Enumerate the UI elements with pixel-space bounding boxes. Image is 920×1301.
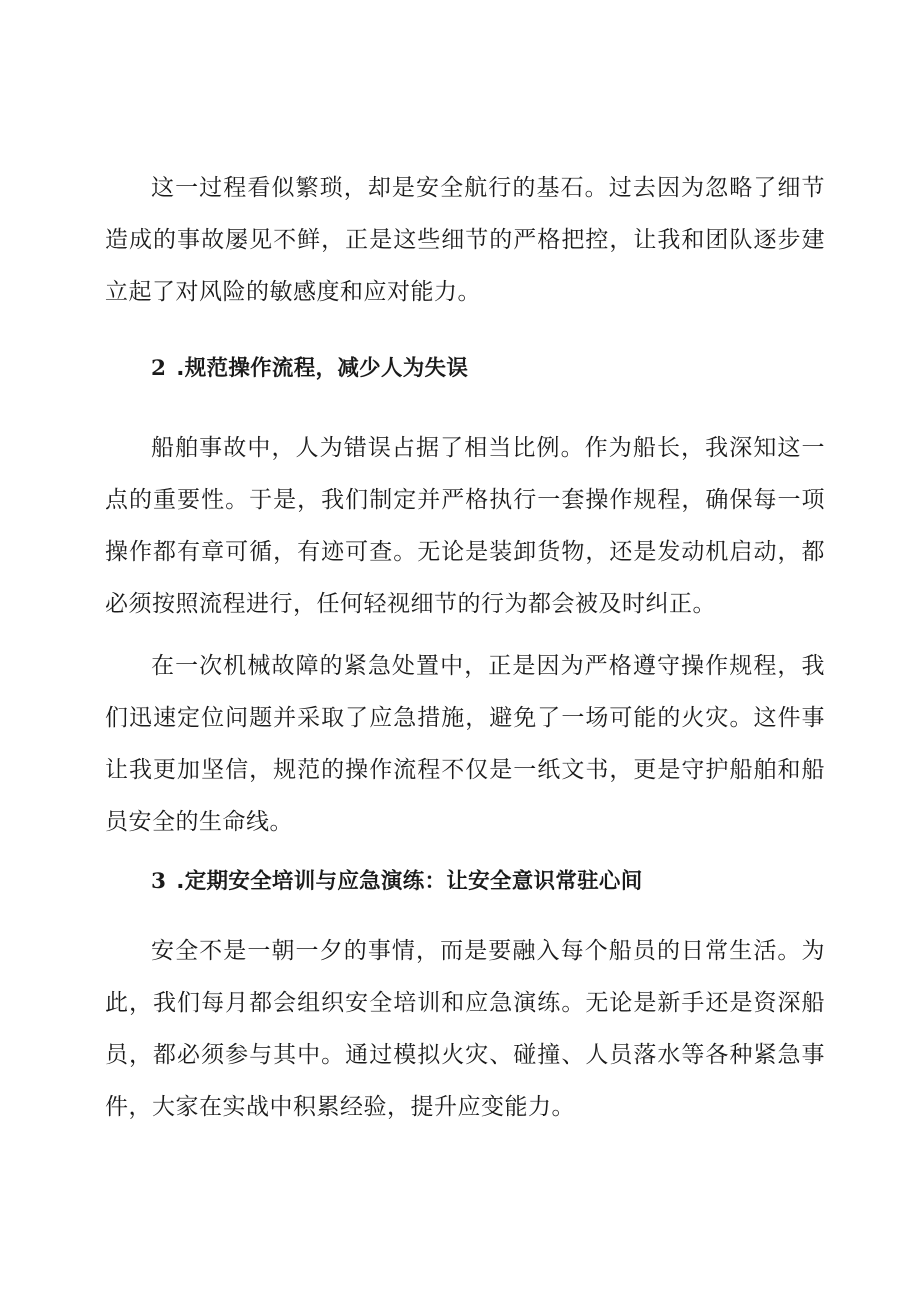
- paragraph-text: 这一过程看似繁琐，却是安全航行的基石。过去因为忽略了细节造成的事故屡见不鲜，正是这些细节的严格把控，让我和团队逐步建立起了对风险的敏感度和应对能力。: [105, 175, 825, 305]
- paragraph-human-error: [105, 422, 825, 630]
- paragraph-mechanical-failure: [105, 640, 825, 848]
- section-number: 3: [151, 869, 167, 894]
- section-title: .规范操作流程，减少人为失误: [176, 356, 469, 381]
- paragraph-safety-foundation: [105, 162, 825, 318]
- section-title: .定期安全培训与应急演练：让安全意识常驻心间: [176, 869, 643, 894]
- paragraph-text: 船舶事故中，人为错误占据了相当比例。作为船长，我深知这一点的重要性。于是，我们制定并严格执行一套操作规程，确保每一项操作都有章可循，有迹可查。无论是装卸货物，还是发动机启动，都必须按照流程进行，任何轻视细节的行为都会被及时纠正。: [105, 435, 825, 617]
- section-number: 2: [151, 356, 167, 381]
- paragraph-text: 在一次机械故障的紧急处置中，正是因为严格遵守操作规程，我们迅速定位问题并采取了应急措施，避免了一场可能的火灾。这件事让我更加坚信，规范的操作流程不仅是一纸文书，更是守护船舶和船员安全的生命线。: [105, 653, 825, 835]
- section-heading-3: [105, 867, 825, 897]
- section-heading-2: [105, 354, 825, 384]
- paragraph-text: 安全不是一朝一夕的事情，而是要融入每个船员的日常生活。为此，我们每月都会组织安全培训和应急演练。无论是新手还是资深船员，都必须参与其中。通过模拟火灾、碰撞、人员落水等各种紧急事件，大家在实战中积累经验，提升应变能力。: [105, 938, 825, 1120]
- paragraph-safety-training: [105, 925, 825, 1133]
